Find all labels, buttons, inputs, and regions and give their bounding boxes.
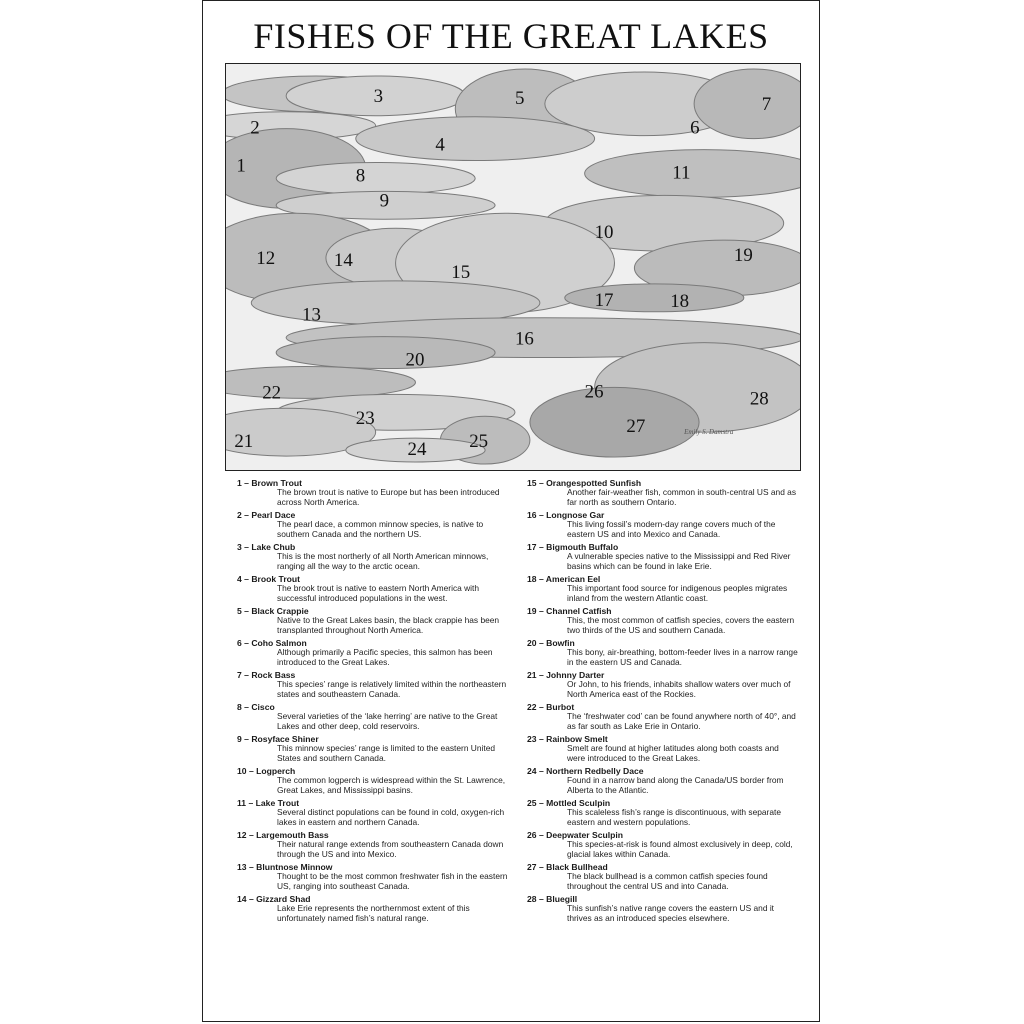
fish-number: 15 — [451, 261, 471, 283]
species-name: 22 – Burbot — [527, 701, 575, 712]
legend-entry — [527, 478, 799, 508]
legend-entry — [237, 766, 509, 796]
species-name: 10 – Logperch — [237, 765, 296, 776]
fish-number: 7 — [761, 93, 772, 115]
fish-illustration-art — [226, 64, 800, 470]
fish-number: 25 — [469, 431, 489, 453]
species-name: 18 – American Eel — [527, 573, 601, 584]
species-name: 6 – Coho Salmon — [237, 637, 307, 648]
legend-entry — [527, 894, 799, 924]
species-name: 27 – Black Bullhead — [527, 861, 608, 872]
species-description: Smelt are found at higher latitudes along both coasts and were introduced to the Great Lakes. — [567, 743, 779, 763]
species-description: Found in a narrow band along the Canada/US border from Alberta to the Atlantic. — [567, 775, 784, 795]
species-name: 15 – Orangespotted Sunfish — [527, 478, 642, 488]
species-description: Their natural range extends from southeastern Canada down through the US and into Mexico. — [277, 839, 504, 859]
fish-number: 1 — [236, 155, 246, 177]
legend-entry — [237, 542, 509, 572]
legend-entry — [527, 670, 799, 700]
legend-entry — [237, 702, 509, 732]
poster-title: FISHES OF THE GREAT LAKES — [253, 16, 769, 56]
fish-number: 21 — [234, 431, 254, 453]
fish-number: 10 — [594, 222, 614, 244]
legend-column-left — [237, 478, 509, 926]
species-description: This, the most common of catfish species, covers the eastern two thirds of the US and southern Canada. — [567, 615, 795, 635]
species-description: Or John, to his friends, inhabits shallow waters over much of North America east of the Rockies. — [567, 679, 791, 699]
species-description: This important food source for indigenous peoples migrates inland from the western Atlantic coast. — [567, 583, 788, 603]
species-description: The brook trout is native to eastern North America with successful introduced populations in the west. — [277, 583, 480, 603]
fish-number: 3 — [373, 85, 384, 107]
species-name: 17 – Bigmouth Buffalo — [527, 541, 619, 552]
fish-number: 6 — [690, 117, 700, 139]
species-name: 12 – Largemouth Bass — [237, 829, 329, 840]
fish-number: 19 — [733, 245, 753, 267]
legend-entry — [527, 638, 799, 668]
legend-entry — [237, 830, 509, 860]
species-name: 11 – Lake Trout — [237, 797, 300, 808]
species-name: 13 – Bluntnose Minnow — [237, 861, 333, 872]
legend-entry — [527, 574, 799, 604]
fish-number: 14 — [333, 250, 353, 272]
legend-entry — [527, 830, 799, 860]
species-description: Lake Erie represents the northernmost extent of this unfortunately named fish’s natural range. — [277, 903, 470, 923]
artist-signature: Emily S. Damstra — [684, 428, 734, 437]
legend-entry — [527, 766, 799, 796]
species-description: This sunfish’s native range covers the eastern US and it thrives as an introduced species elsewhere. — [567, 903, 775, 923]
species-description: Another fair-weather fish, common in south-central US and as far north as southern Ontario. — [567, 487, 797, 507]
species-description: This bony, air-breathing, bottom-feeder lives in a narrow range in the eastern US and Canada. — [567, 647, 798, 667]
species-description: This living fossil’s modern-day range covers much of the eastern US and into Mexico and Canada. — [567, 519, 776, 539]
fish-illustration — [225, 63, 801, 471]
legend-entry — [237, 670, 509, 700]
species-description: A vulnerable species native to the Mississippi and Red River basins which can be found in lake Erie. — [567, 551, 791, 571]
fish-number: 17 — [594, 289, 614, 311]
species-name: 1 – Brown Trout — [237, 478, 302, 488]
fish-number: 5 — [514, 87, 525, 109]
species-name: 14 – Gizzard Shad — [237, 893, 311, 904]
fish-number: 28 — [749, 388, 769, 410]
species-description: Although primarily a Pacific species, this salmon has been introduced to the Great Lakes. — [277, 647, 493, 667]
species-description: The pearl dace, a common minnow species, is native to southern Canada and the northern US. — [277, 519, 484, 539]
fish-number: 16 — [514, 328, 534, 350]
species-description: This species’ range is relatively limited within the northeastern states and southeastern Canada. — [277, 679, 507, 699]
fish-number: 11 — [672, 162, 691, 184]
fish-number: 12 — [256, 248, 276, 270]
fish-number: 2 — [250, 117, 260, 139]
species-name: 23 – Rainbow Smelt — [527, 733, 608, 744]
fish-number: 27 — [626, 416, 646, 438]
legend-entry — [237, 574, 509, 604]
species-description: This is the most northerly of all North American minnows, ranging all the way to the arctic ocean. — [277, 551, 489, 571]
legend-entry — [237, 734, 509, 764]
legend-entry — [237, 894, 509, 924]
species-name: 19 – Channel Catfish — [527, 605, 612, 616]
fish-number: 4 — [435, 134, 445, 156]
legend-entry — [237, 478, 509, 508]
fish-number: 20 — [405, 349, 425, 371]
species-description: The black bullhead is a common catfish species found throughout the central US and into Canada. — [567, 871, 768, 891]
fish-number: 8 — [355, 165, 366, 187]
species-name: 4 – Brook Trout — [237, 573, 301, 584]
legend-entry — [527, 862, 799, 892]
species-description: The brown trout is native to Europe but has been introduced across North America. — [277, 487, 500, 507]
species-description: This scaleless fish’s range is discontinuous, with separate eastern and western populations. — [567, 807, 781, 827]
species-name: 9 – Rosyface Shiner — [237, 733, 319, 744]
legend-entry — [237, 638, 509, 668]
species-name: 7 – Rock Bass — [237, 669, 296, 680]
species-name: 28 – Bluegill — [527, 893, 578, 904]
fish-number: 26 — [584, 381, 604, 403]
legend-entry — [527, 510, 799, 540]
fish-number: 23 — [355, 408, 375, 430]
legend-entry — [237, 798, 509, 828]
species-name: 26 – Deepwater Sculpin — [527, 829, 623, 840]
fish-number: 9 — [379, 190, 390, 212]
legend-entry — [527, 734, 799, 764]
legend-entry — [527, 702, 799, 732]
legend-column-right — [527, 478, 799, 926]
species-legend — [237, 478, 797, 1018]
legend-entry — [527, 606, 799, 636]
fish-number: 24 — [407, 439, 427, 461]
species-description: Several distinct populations can be found in cold, oxygen-rich lakes in eastern and northern Canada. — [277, 807, 505, 827]
species-name: 25 – Mottled Sculpin — [527, 797, 611, 808]
species-name: 8 – Cisco — [237, 701, 275, 712]
legend-entry — [527, 798, 799, 828]
species-description: The common logperch is widespread within the St. Lawrence, Great Lakes, and Mississippi basins. — [277, 775, 506, 795]
legend-entry — [237, 510, 509, 540]
species-name: 3 – Lake Chub — [237, 541, 296, 552]
legend-entry — [527, 542, 799, 572]
species-description: Native to the Great Lakes basin, the black crappie has been transplanted throughout North America. — [277, 615, 500, 635]
species-description: Thought to be the most common freshwater fish in the eastern US, ranging into southeast Canada. — [277, 871, 508, 891]
legend-entry — [237, 606, 509, 636]
species-name: 20 – Bowfin — [527, 637, 575, 648]
legend-entry — [237, 862, 509, 892]
species-name: 16 – Longnose Gar — [527, 509, 605, 520]
fish-number: 13 — [302, 304, 321, 326]
species-name: 21 – Johnny Darter — [527, 669, 605, 680]
species-description: Several varieties of the ‘lake herring’ are native to the Great Lakes and other deep, cold reservoirs. — [277, 711, 498, 731]
species-description: The ‘freshwater cod’ can be found anywhere north of 40°, and as far south as Lake Erie in Ontario. — [567, 711, 796, 731]
fish-number: 22 — [262, 382, 282, 404]
species-description: This minnow species’ range is limited to the eastern United States and southern Canada. — [277, 743, 496, 763]
species-description: This species-at-risk is found almost exclusively in deep, cold, glacial lakes within Canada. — [567, 839, 793, 859]
species-name: 5 – Black Crappie — [237, 605, 309, 616]
poster — [202, 0, 820, 1022]
species-name: 2 – Pearl Dace — [237, 509, 296, 520]
species-name: 24 – Northern Redbelly Dace — [527, 765, 644, 776]
fish-number: 18 — [670, 290, 690, 312]
